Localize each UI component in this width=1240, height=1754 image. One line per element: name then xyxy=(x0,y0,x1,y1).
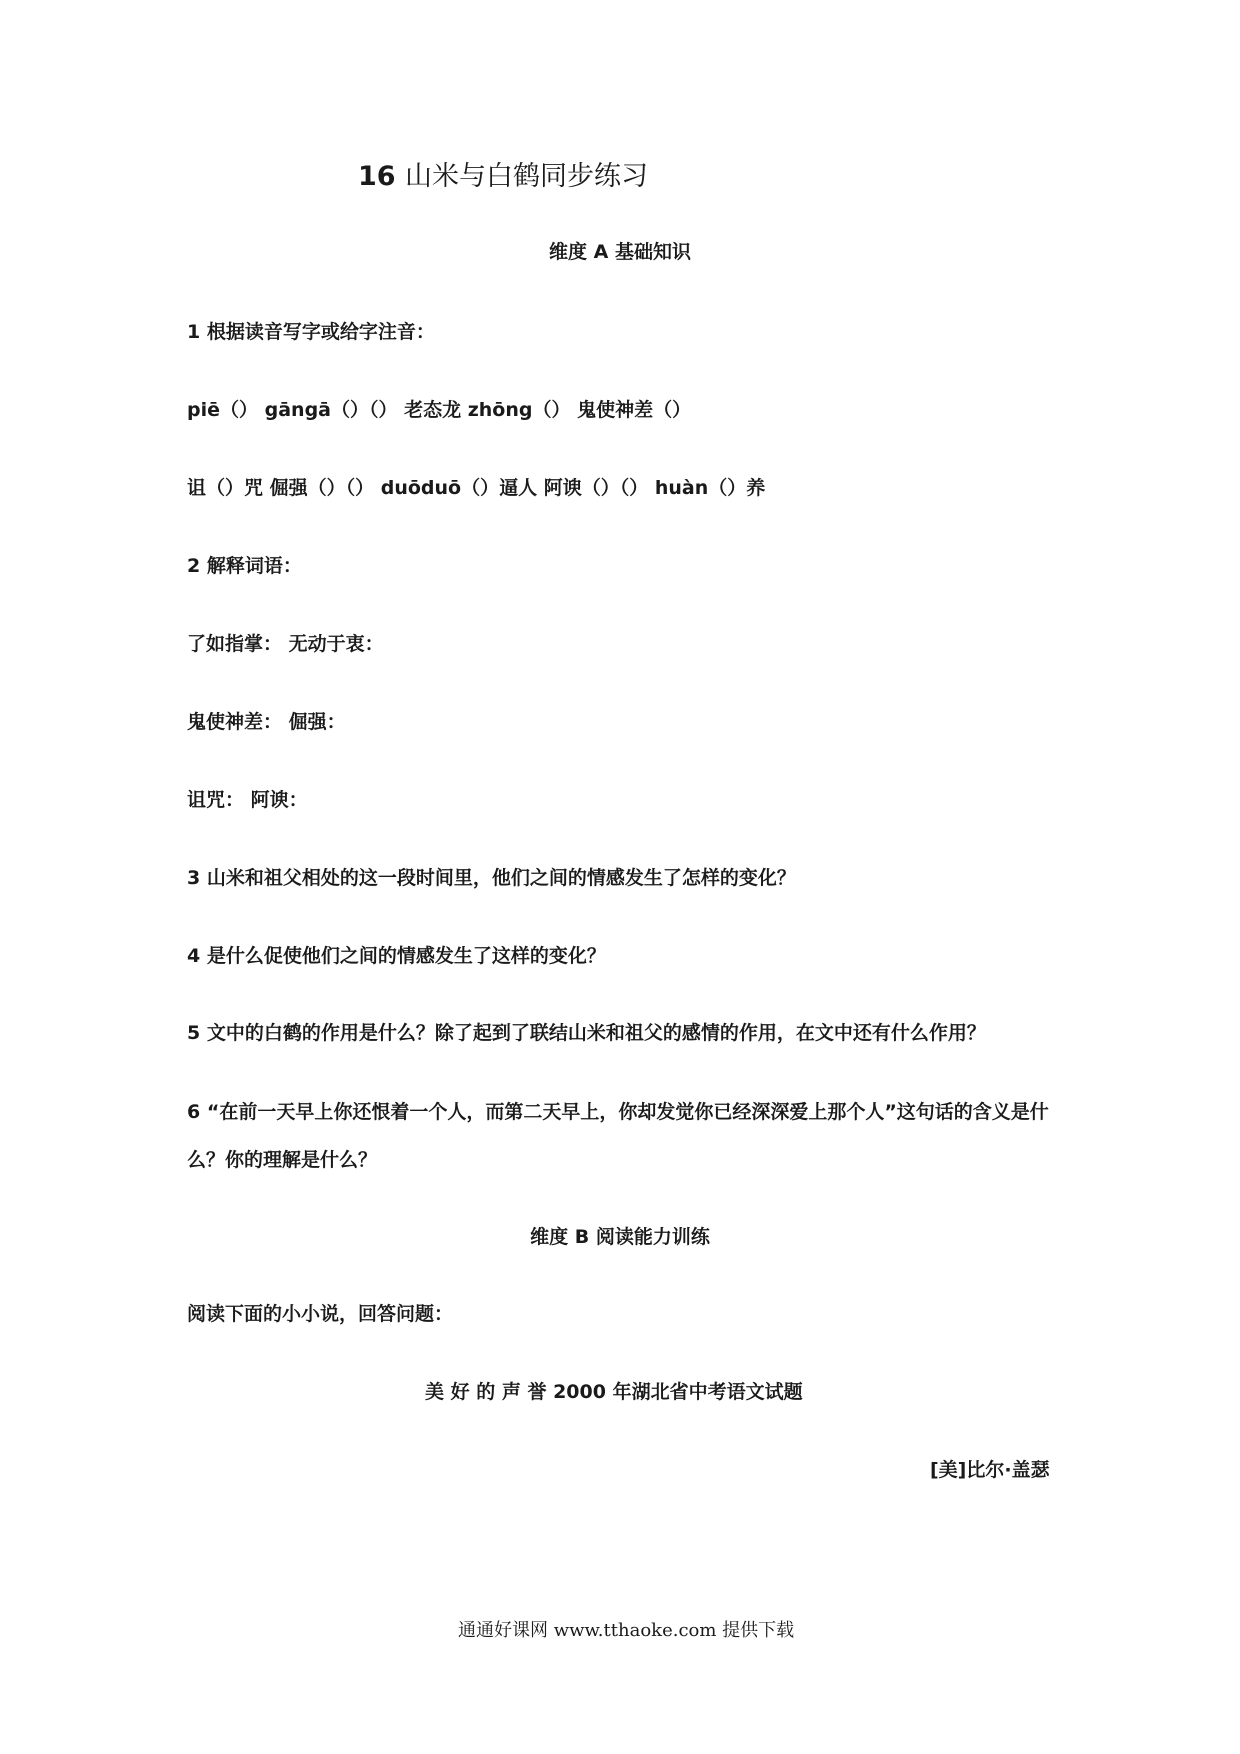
question-6-line-1: 6 “在前一天早上你还恨着一个人，而第二天早上，你却发觉你已经深深爱上那个人”这句话的含义是什 xyxy=(187,1101,1049,1123)
question-2-prompt: 2 解释词语： xyxy=(187,555,302,577)
page-title xyxy=(358,160,648,194)
section-a-heading: 维度 A 基础知识 xyxy=(549,241,691,263)
lesson-title: 山米与白鹤同步练习 xyxy=(404,161,648,192)
question-2-line-1: 了如指掌： 无动于衷： xyxy=(187,633,384,655)
reading-instruction: 阅读下面的小小说，回答问题： xyxy=(187,1303,454,1325)
question-2-line-2: 鬼使神差： 倔强： xyxy=(187,711,346,733)
question-2-line-3: 诅咒： 阿谀： xyxy=(187,789,308,811)
lesson-number: 16 xyxy=(358,161,396,192)
question-1-prompt: 1 根据读音写字或给字注音： xyxy=(187,321,435,343)
question-5: 5 文中的白鹤的作用是什么？除了起到了联结山米和祖父的感情的作用，在文中还有什么作用？ xyxy=(187,1022,986,1044)
question-1-line-1: piē（） gāngā（）（） 老态龙 zhōng（） 鬼使神差（） xyxy=(187,399,692,421)
story-author: [美]比尔·盖瑟 xyxy=(930,1459,1050,1481)
question-1-line-2: 诅（）咒 倔强（）（） duōduō（）逼人 阿谀（）（） huàn（）养 xyxy=(187,477,766,499)
question-3: 3 山米和祖父相处的这一段时间里，他们之间的情感发生了怎样的变化？ xyxy=(187,867,796,889)
section-b-heading: 维度 B 阅读能力训练 xyxy=(530,1226,710,1248)
page-footer: 通通好课网 www.tthaoke.com 提供下载 xyxy=(458,1620,795,1641)
question-4: 4 是什么促使他们之间的情感发生了这样的变化？ xyxy=(187,945,606,967)
story-title: 美 好 的 声 誉 2000 年湖北省中考语文试题 xyxy=(425,1381,803,1403)
question-6-line-2: 么？你的理解是什么？ xyxy=(187,1149,378,1171)
